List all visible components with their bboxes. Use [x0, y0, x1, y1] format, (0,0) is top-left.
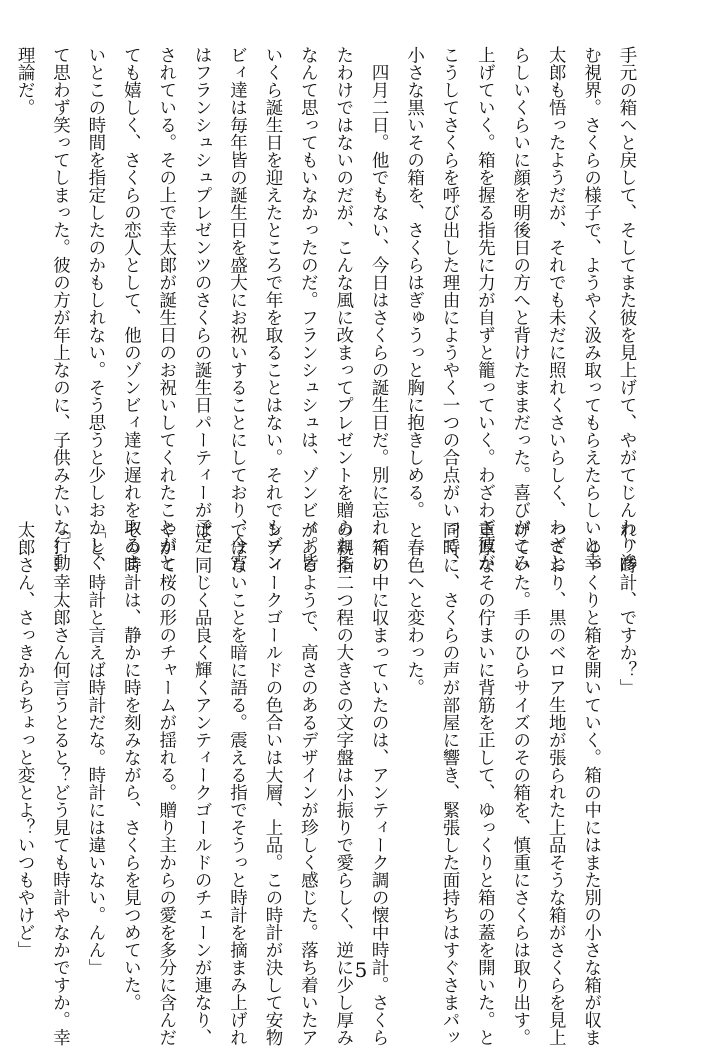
lower-text-line: 箱の中に収まっていたのは、アンティーク調の懐中時計。さくら [369, 521, 390, 1046]
upper-text-line: されている。その上で幸太郎が誕生日のお祝いしてくれたことがと [156, 46, 177, 571]
upper-text-line: 四月二日。他でもない、今日はさくらの誕生日だ。別に忘れてい [369, 46, 390, 571]
lower-text-line: の親指二つ程の大きさの文字盤は小振りで愛らしく、逆に少し厚み [333, 521, 354, 1046]
upper-text-line: 理論だ。 [15, 46, 36, 116]
lower-text-line: その時計は、静かに時を刻みながら、さくらを見つめていた。 [121, 521, 142, 1011]
upper-text-line: 上げていく。箱を握る指先に力が自ずと籠っていく。わざわざ彼が [475, 46, 496, 571]
upper-text-line: こうしてさくらを呼び出した理由にようやく一つの合点がいって、 [439, 46, 460, 571]
upper-text-line: らしいくらいに顔を明後日の方へと背けたままだった。喜びがこみ [510, 46, 531, 571]
lower-text-line: 「と、時計と言えば時計だな。時計には違いない。んん」 [85, 521, 106, 976]
lower-text-line: 同時に、さくらの声が部屋に響き、緊張した面持ちはすぐさまパッ [439, 521, 460, 1046]
upper-text-line: て思わず笑ってしまった。彼の方が年上なのに、子供みたいな行動 [50, 46, 71, 571]
lower-text-line: げていた。手のひらサイズのその箱を、慎重にさくらは取り出す。 [510, 521, 531, 1046]
lower-text-line: 重厚なその佇まいに背筋を正して、ゆっくりと箱の蓋を開いた。と [475, 521, 496, 1046]
lower-text-line: やがて桜の形のチャームが揺れる。贈り主からの愛を多分に含んだ [156, 521, 177, 1046]
lower-text-line [0, 521, 7, 969]
upper-text-line: ても嬉しく、さくらの恋人として、他のゾンビィ達に遅れを取るま [121, 46, 142, 571]
lower-text-line: れ、時計、ですか？」 [617, 521, 637, 696]
lower-text-line: っており、黒のベロア生地が張られた上品そうな箱がさくらを見上 [546, 521, 567, 1046]
upper-text-line: たわけではないのだが、こんな風に改まってプレゼントを贈られる [333, 46, 354, 571]
upper-text-line: はフランシュシュプレゼンツのさくらの誕生日パーティーが予定 [192, 46, 213, 554]
lower-text-line: と春色へと変わった。 [404, 521, 425, 696]
upper-text-line [0, 46, 7, 504]
upper-text-line: なんて思ってもいなかったのだ。フランシュシュは、ゾンビィ。皆 [298, 46, 319, 571]
upper-text-line: 小さな黒いその箱を、さくらはぎゅうっと胸に抱きしめる。 [404, 46, 425, 519]
text-block-lower [15, 521, 644, 1046]
upper-text-line: 太郎も悟ったようだが、それでも未だに照れくさいらしく、わざと [546, 46, 567, 571]
upper-text-line: む視界。さくらの様子で、ようやく汲み取ってもらえたらしいと幸 [581, 46, 602, 571]
page-number: 5 [354, 958, 368, 982]
lower-text-line: ば、同じく品良く輝くアンティークゴールドのチェーンが連なり、 [192, 521, 213, 1046]
lower-text-line: 太郎さん、さっきからちょっと変とよ？いつもやけど」 [15, 521, 36, 959]
lower-text-line: ではないことを暗に語る。震える指でそうっと時計を摘まみ上げれ [227, 521, 248, 1046]
upper-text-line: いくら誕生日を迎えたところで年を取ることはない。それでもゾン [262, 46, 283, 571]
lower-text-line: があるようで、高さのあるデザインが珍しく感じた。落ち着いたア [298, 521, 319, 1046]
upper-text-line: いとこの時間を指定したのかもしれない。そう思うと少しおかしく [85, 46, 106, 571]
text-block-upper [15, 46, 644, 571]
upper-text-line: ビィ達は毎年皆の誕生日を盛大にお祝いすることにしており、今宵 [227, 46, 248, 571]
lower-text-line: 「……幸太郎さん何言うとると？どう見ても時計やなかですか。幸 [50, 521, 71, 1046]
lower-text-line: ンティークゴールドの色合いは大層、上品。この時計が決して安物 [262, 521, 283, 1046]
upper-text-line: 手元の箱へと戻して、そしてまた彼を見上げて、やがてじんわり滲 [617, 46, 637, 571]
lower-text-line: ゆっくりと箱を開いていく。箱の中にはまた別の小さな箱が収ま [581, 521, 602, 1046]
